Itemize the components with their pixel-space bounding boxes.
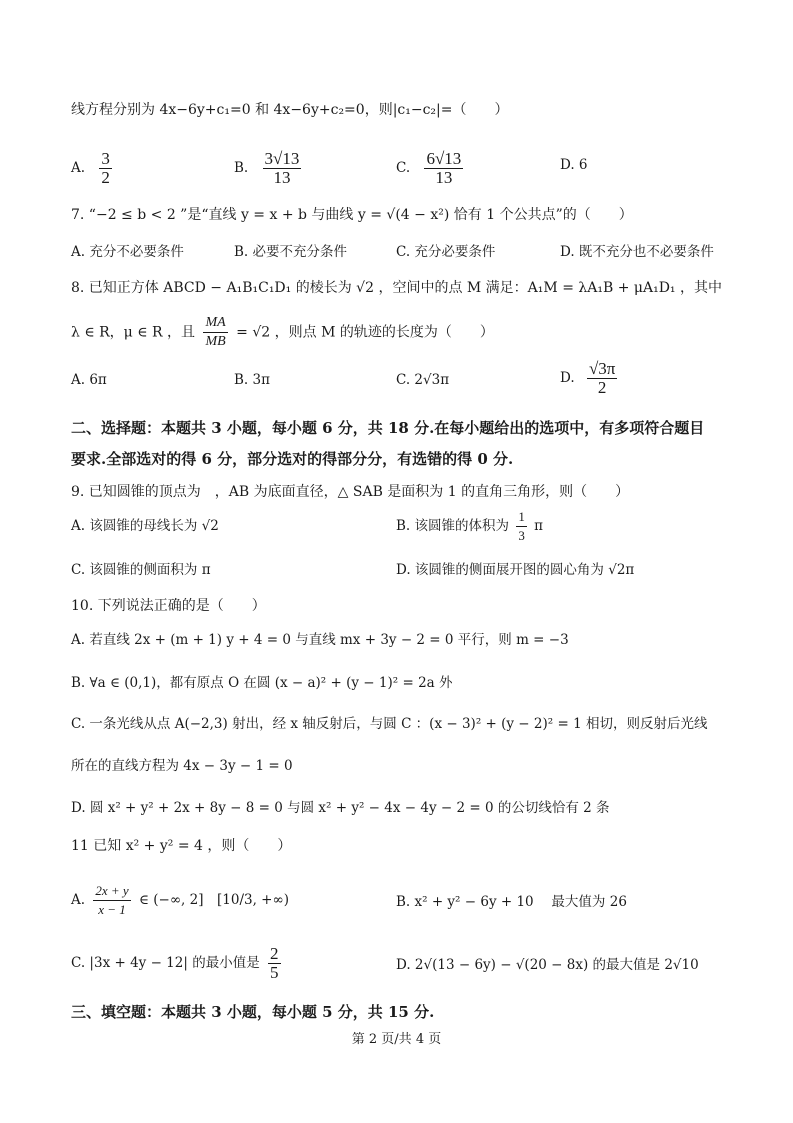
q9-stem: 9. 已知圆锥的顶点为 ，AB 为底面直径，△ SAB 是面积为 1 的直角三角形，则（ ） bbox=[71, 484, 630, 500]
q11-stem: 11 已知 x² + y² = 4 ，则（ ） bbox=[71, 838, 292, 854]
q10-option-c-line-1: C. 一条光线从点 A(−2,3) 射出，经 x 轴反射后，与圆 C ：(x − 3)² + (y − 2)² = 1 相切，则反射后光线 bbox=[71, 716, 708, 732]
q7-stem: 7. “−2 ≤ b < 2 ”是“直线 y = x + b 与曲线 y = √(4 − x²) 恰有 1 个公共点”的（ ） bbox=[71, 207, 633, 223]
section-3-heading: 三、填空题：本题共 3 小题，每小题 5 分，共 15 分. bbox=[71, 1003, 435, 1021]
q9-option-c: C. 该圆锥的侧面积为 π bbox=[71, 562, 211, 578]
q6-option-c: C. $\frac{6√13}{13}$ bbox=[396, 149, 462, 187]
q8-option-a: A. 6π bbox=[71, 372, 107, 388]
q8-stem-line-2: λ ∈ R，μ ∈ R ，且 $\frac{MA}{MB}$ = √2 ，则点 M 的轨迹的长度为（ ） bbox=[71, 315, 494, 349]
q7-option-d: D. 既不充分也不必要条件 bbox=[560, 244, 714, 260]
q10-option-d: D. 圆 x² + y² + 2x + 8y − 8 = 0 与圆 x² + y² − 4x − 4y − 2 = 0 的公切线恰有 2 条 bbox=[71, 800, 610, 816]
q7-option-b: B. 必要不充分条件 bbox=[234, 244, 348, 260]
q10-option-c-line-2: 所在的直线方程为 4x − 3y − 1 = 0 bbox=[71, 758, 293, 774]
q8-option-b: B. 3π bbox=[234, 372, 270, 388]
q8-stem-line-1: 8. 已知正方体 ABCD − A₁B₁C₁D₁ 的棱长为 √2 ，空间中的点 M 满足：A₁M = λA₁B + μA₁D₁ ，其中 bbox=[71, 280, 722, 296]
q10-stem: 10. 下列说法正确的是（ ） bbox=[71, 598, 266, 614]
q8-option-c: C. 2√3π bbox=[396, 372, 450, 388]
q11-option-a: A. $\frac{2x + y}{x - 1}$ ∈ (−∞, 2] [10/3, +∞) bbox=[71, 883, 289, 917]
q10-option-a: A. 若直线 2x + (m + 1) y + 4 = 0 与直线 mx + 3y − 2 = 0 平行，则 m = −3 bbox=[71, 632, 569, 648]
q11-option-b: B. x² + y² − 6y + 10 最大值为 26 bbox=[396, 894, 627, 910]
q6-option-d: D. 6 bbox=[560, 157, 588, 173]
q6-option-a: A. $\frac{3}{2}$ bbox=[71, 149, 110, 187]
q6-option-b: B. $\frac{3√13}{13}$ bbox=[234, 149, 300, 187]
q8-option-d: D. $\frac{√3\pi}{2}$ bbox=[560, 359, 616, 397]
q9-option-d: D. 该圆锥的侧面展开图的圆心角为 √2π bbox=[396, 562, 635, 578]
q11-option-c: C. |3x + 4y − 12| 的最小值是 $\frac{2}{5}$ bbox=[71, 944, 279, 982]
q10-option-b: B. ∀a ∈ (0,1)，都有原点 O 在圆 (x − a)² + (y − 1)² = 2a 外 bbox=[71, 675, 453, 691]
q11-option-d: D. 2√(13 − 6y) − √(20 − 8x) 的最大值是 2√10 bbox=[396, 957, 699, 973]
q7-option-c: C. 充分必要条件 bbox=[396, 244, 496, 260]
q6-tail-line: 线方程分别为 4x−6y+c₁=0 和 4x−6y+c₂=0，则|c₁−c₂|=（ ） bbox=[71, 102, 509, 118]
q9-option-b: B. 该圆锥的体积为 $\frac{1}{3}$ π bbox=[396, 509, 543, 543]
section-2-heading-line-1: 二、选择题：本题共 3 小题，每小题 6 分，共 18 分.在每小题给出的选项中，有多项符合题目 bbox=[71, 419, 705, 437]
section-2-heading-line-2: 要求.全部选对的得 6 分，部分选对的得部分分，有选错的得 0 分. bbox=[71, 450, 514, 468]
q9-option-a: A. 该圆锥的母线长为 √2 bbox=[71, 518, 219, 534]
page-footer: 第 2 页/共 4 页 bbox=[351, 1032, 442, 1047]
q7-option-a: A. 充分不必要条件 bbox=[71, 244, 184, 260]
